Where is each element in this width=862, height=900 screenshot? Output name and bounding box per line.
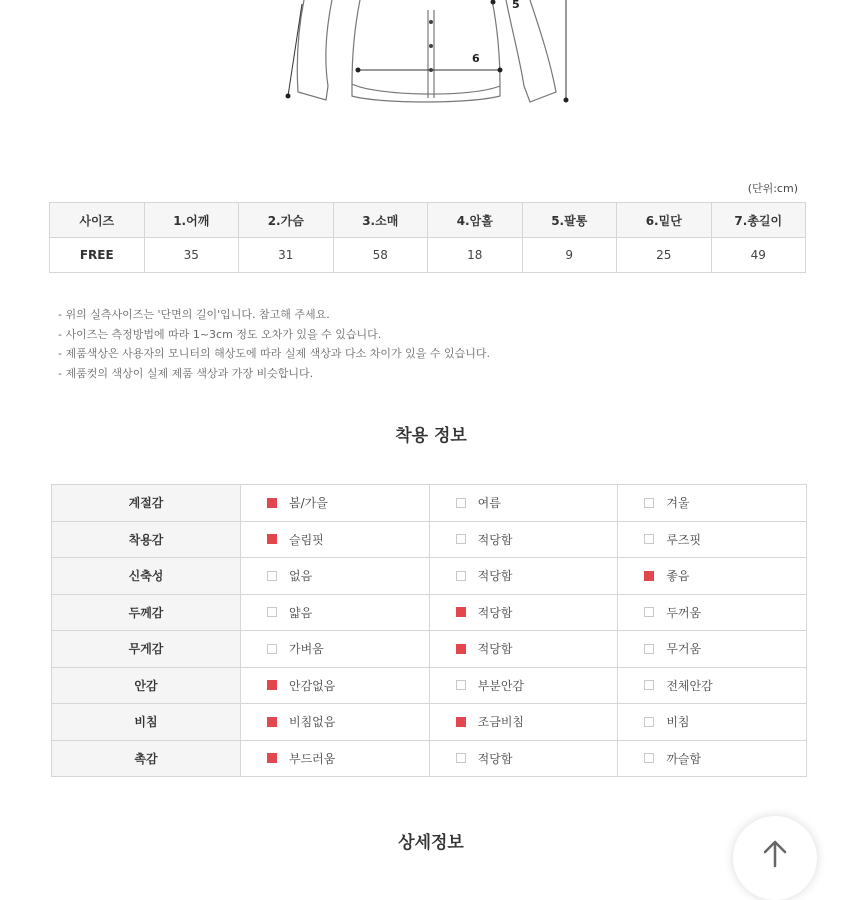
size-header-cell: 2.가슴 <box>239 203 334 238</box>
fit-category: 착용감 <box>52 521 241 558</box>
size-cell: 35 <box>144 238 239 273</box>
fit-option-label: 겨울 <box>666 496 690 511</box>
fit-option-label: 슬림핏 <box>289 532 324 547</box>
fit-option-label: 적당함 <box>477 751 513 766</box>
unchecked-box-icon <box>644 717 654 727</box>
fit-option <box>241 667 430 704</box>
size-cell: 31 <box>239 238 334 273</box>
table-row <box>52 740 807 777</box>
unchecked-box-icon <box>456 680 466 690</box>
unchecked-box-icon <box>644 498 654 508</box>
checked-box-icon <box>267 680 277 690</box>
checked-box-icon <box>267 753 277 763</box>
scroll-top-button[interactable] <box>733 816 817 900</box>
unchecked-box-icon <box>267 607 277 617</box>
fit-option <box>618 558 807 595</box>
note-line: - 제품컷의 색상이 실제 제품 색상과 가장 비슷합니다. <box>58 366 314 380</box>
fit-option <box>241 558 430 595</box>
note-line: - 위의 실측사이즈는 '단면의 길이'입니다. 참고해 주세요. <box>58 308 330 321</box>
table-row <box>52 485 807 522</box>
checked-box-icon <box>267 534 277 544</box>
checked-box-icon <box>456 717 466 727</box>
fit-category: 비침 <box>52 704 241 741</box>
unchecked-box-icon <box>644 753 654 763</box>
fit-option <box>429 521 618 558</box>
fit-option <box>429 485 618 522</box>
size-header-cell: 4.암홀 <box>428 203 523 238</box>
size-header-cell: 7.총길이 <box>711 203 806 238</box>
table-row <box>52 631 807 668</box>
fit-category: 계절감 <box>52 485 241 522</box>
fit-option-label: 얇음 <box>289 605 313 620</box>
fit-option-label: 없음 <box>289 569 313 584</box>
unchecked-box-icon <box>644 644 654 654</box>
size-header-cell: 6.밑단 <box>617 203 712 238</box>
size-table-header <box>50 203 806 238</box>
fit-option-label: 전체안감 <box>666 678 713 693</box>
fit-category: 신축성 <box>52 558 241 595</box>
size-cell: 25 <box>617 238 712 273</box>
fit-option-label: 부드러움 <box>289 751 336 766</box>
note-line: - 제품색상은 사용자의 모니터의 해상도에 따라 실제 색상과 다소 차이가 있을 수 있습니다. <box>58 347 490 361</box>
fit-option <box>618 521 807 558</box>
note-line: - 사이즈는 측정방법에 따라 1~3cm 정도 오차가 있을 수 있습니다. <box>58 327 382 341</box>
unit-label: (단위:cm) <box>747 182 798 195</box>
size-cell: FREE <box>50 238 145 273</box>
fit-info-table <box>51 484 807 777</box>
fit-category: 촉감 <box>52 740 241 777</box>
unchecked-box-icon <box>456 571 466 581</box>
checked-box-icon <box>456 644 466 654</box>
checked-box-icon <box>267 498 277 508</box>
unchecked-box-icon <box>456 534 466 544</box>
fit-option-label: 안감없음 <box>289 678 336 693</box>
fit-option-label: 까슬함 <box>666 751 702 766</box>
fit-option-label: 비침 <box>666 715 690 730</box>
fit-option <box>241 631 430 668</box>
fit-option-label: 루즈핏 <box>666 532 702 547</box>
table-row <box>52 667 807 704</box>
fit-option <box>429 740 618 777</box>
size-notes <box>58 305 490 383</box>
size-header-cell: 1.어깨 <box>144 203 239 238</box>
unchecked-box-icon <box>267 644 277 654</box>
fit-option-label: 비침없음 <box>289 715 336 730</box>
fit-option <box>241 740 430 777</box>
fit-option-label: 여름 <box>477 496 501 511</box>
fit-option <box>241 594 430 631</box>
fit-category: 두께감 <box>52 594 241 631</box>
size-header-cell: 3.소매 <box>333 203 428 238</box>
fit-option-label: 적당함 <box>477 532 513 547</box>
fit-option <box>429 594 618 631</box>
fit-option <box>618 704 807 741</box>
unchecked-box-icon <box>267 571 277 581</box>
fit-option <box>241 704 430 741</box>
table-row <box>52 558 807 595</box>
size-cell: 58 <box>333 238 428 273</box>
unchecked-box-icon <box>644 680 654 690</box>
fit-info-title: 착용 정보 <box>395 426 467 446</box>
table-row <box>52 704 807 741</box>
size-table <box>49 202 806 273</box>
fit-option-label: 무거움 <box>666 642 702 657</box>
arrow-up-icon <box>761 838 789 868</box>
size-header-cell: 5.팔통 <box>522 203 617 238</box>
fit-option-label: 좋음 <box>666 569 690 584</box>
fit-option-label: 봄/가을 <box>289 496 328 511</box>
size-header-cell: 사이즈 <box>50 203 145 238</box>
unchecked-box-icon <box>456 498 466 508</box>
fit-option-label: 부분안감 <box>477 678 525 693</box>
measure-label-6: 6 <box>472 52 480 65</box>
fit-option <box>241 521 430 558</box>
checked-box-icon <box>267 717 277 727</box>
unchecked-box-icon <box>456 753 466 763</box>
fit-option <box>618 485 807 522</box>
fit-option <box>429 631 618 668</box>
fit-option <box>429 704 618 741</box>
fit-option <box>618 740 807 777</box>
fit-category: 무게감 <box>52 631 241 668</box>
fit-option <box>429 667 618 704</box>
size-cell: 9 <box>522 238 617 273</box>
fit-option-label: 적당함 <box>477 642 513 657</box>
fit-option-label: 조금비침 <box>477 715 525 730</box>
size-cell: 49 <box>711 238 806 273</box>
detail-info-title: 상세정보 <box>398 833 464 853</box>
measure-label-5: 5 <box>512 0 520 11</box>
fit-category: 안감 <box>52 667 241 704</box>
checked-box-icon <box>456 607 466 617</box>
fit-option <box>618 594 807 631</box>
size-cell: 18 <box>428 238 523 273</box>
unchecked-box-icon <box>644 607 654 617</box>
fit-option-label: 적당함 <box>477 605 513 620</box>
fit-option-label: 두꺼움 <box>666 605 702 620</box>
jacket-measurement-illustration <box>0 0 862 120</box>
fit-option-label: 가벼움 <box>289 642 324 657</box>
fit-option <box>241 485 430 522</box>
fit-option <box>618 631 807 668</box>
unchecked-box-icon <box>644 534 654 544</box>
table-row <box>50 238 806 273</box>
table-row <box>52 521 807 558</box>
fit-option-label: 적당함 <box>477 569 513 584</box>
checked-box-icon <box>644 571 654 581</box>
table-row <box>52 594 807 631</box>
fit-option <box>429 558 618 595</box>
fit-option <box>618 667 807 704</box>
